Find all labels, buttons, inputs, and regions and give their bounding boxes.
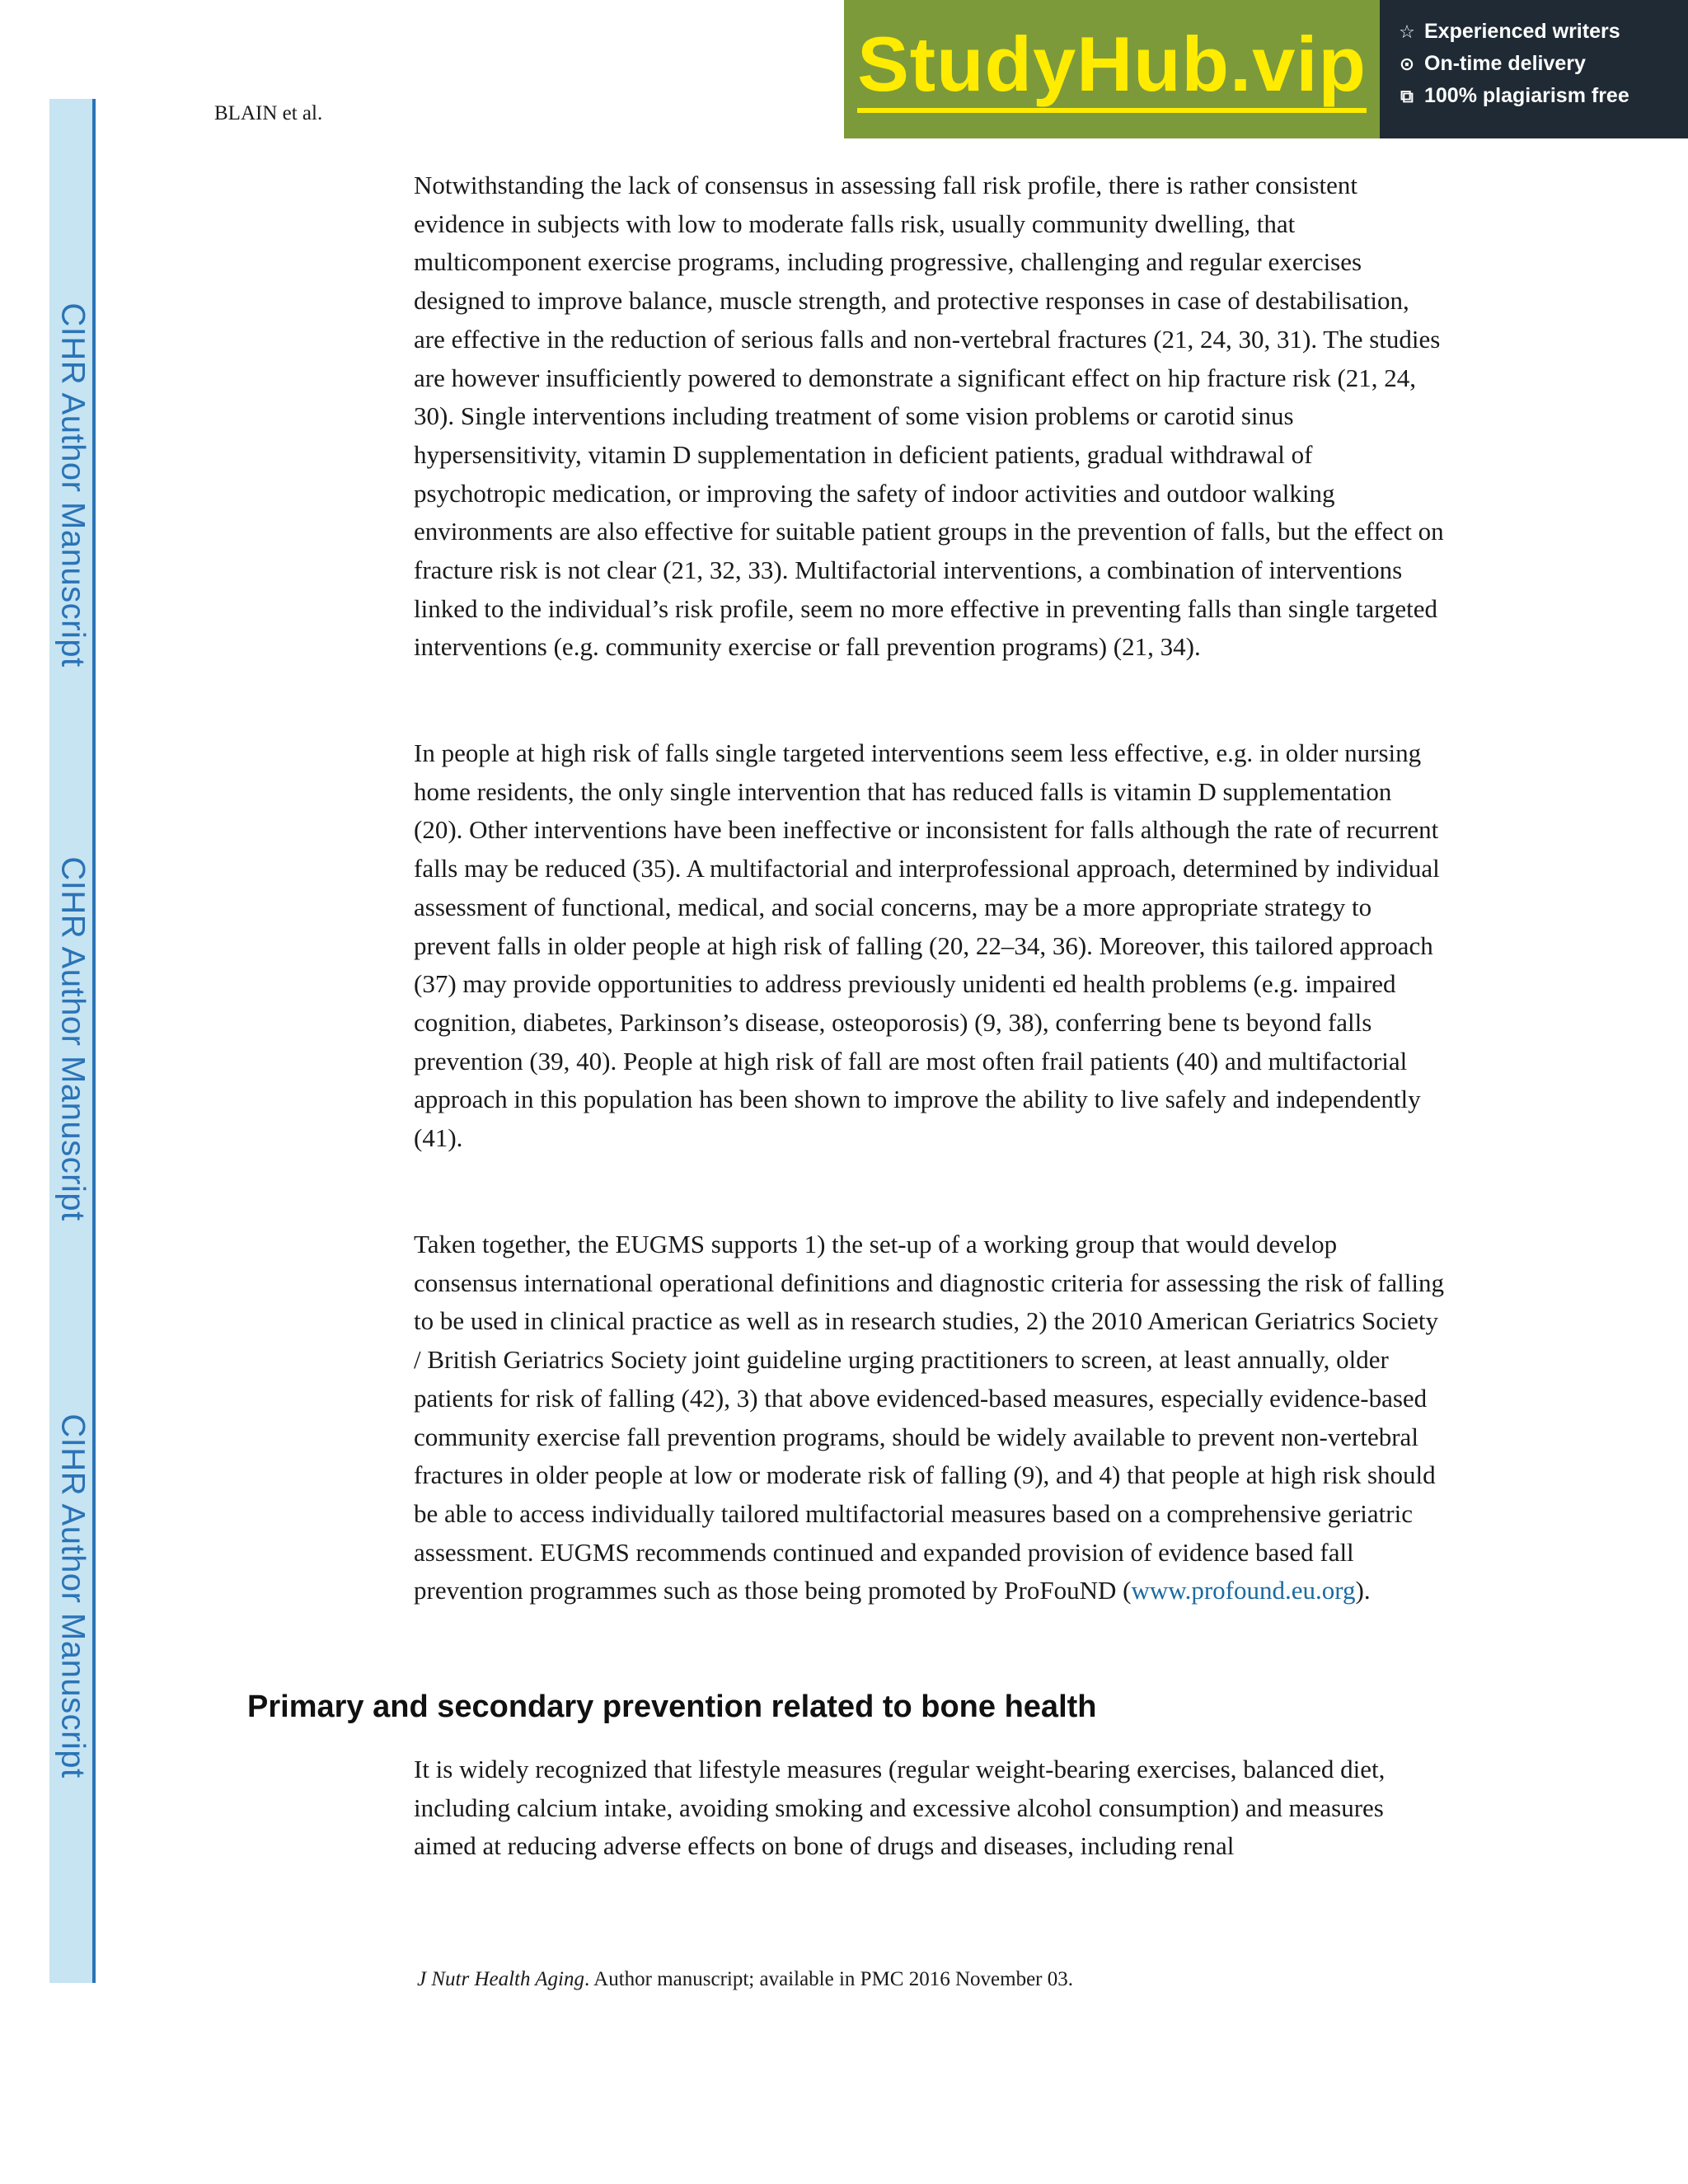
section-heading: Primary and secondary prevention related to bone health xyxy=(247,1690,1097,1724)
banner-brand[interactable] xyxy=(844,0,1380,138)
cihr-watermark-label: CIHR Author Manuscript xyxy=(54,302,91,668)
copy-document-icon: ⧉ xyxy=(1400,85,1414,106)
banner-features xyxy=(1380,0,1688,138)
ad-banner[interactable] xyxy=(844,0,1688,138)
clock-icon: ⊙ xyxy=(1399,53,1415,74)
feature-experienced-writers: ☆ Experienced writers xyxy=(1399,20,1620,43)
body-paragraph: Taken together, the EUGMS supports 1) the set-up of a working group that would develop consensus international operational definitions and diagnostic criteria for assessing the risk of falling to be used in clinical practice as well as in research studies, 2) the 2010 American Geriatrics Society / British Geriatrics Society joint guideline urging practitioners to screen, at least annually, older patients for risk of falling (42), 3) that above evidenced-based measures, especially evidence-based community exercise fall prevention programs, should be widely available to prevent non-vertebral fractures in older people at low or moderate risk of falling (9), and 4) that people at high risk should be able to access individually tailored multifactorial measures based on a comprehensive geriatric assessment. EUGMS recommends continued and expanded provision of evidence based fall prevention programmes such as those being promoted by ProFouND (www.profound.eu.org). xyxy=(414,1230,1445,1605)
brand-logo-text[interactable]: StudyHub.vip xyxy=(857,26,1367,113)
star-outline-icon: ☆ xyxy=(1399,21,1415,42)
cihr-watermark-label: CIHR Author Manuscript xyxy=(54,855,91,1221)
feature-on-time-delivery: ⊙ On-time delivery xyxy=(1399,52,1586,75)
feature-plagiarism-free: ⧉ 100% plagiarism free xyxy=(1398,84,1688,108)
journal-footer: J Nutr Health Aging. Author manuscript; available in PMC 2016 November 03. xyxy=(417,1968,1073,1990)
body-paragraph: Notwithstanding the lack of consensus in assessing fall risk profile, there is rather consistent evidence in subjects with low to moderate falls risk, usually community dwelling, that multicomponent exercise programs, including progressive, challenging and regular exercises designed to improve balance, muscle strength, and protective responses in case of destabilisation, are effective in the reduction of serious falls and non-vertebral fractures (21, 24, 30, 31). The studies are however insufficiently powered to demonstrate a significant effect on hip fracture risk (21, 24, 30). Single interventions including treatment of some vision problems or carotid sinus hypersensitivity, vitamin D supplementation in deficient patients, gradual withdrawal of psychotropic medication, or improving the safety of indoor activities and outdoor walking environments are also effective for suitable patient groups in the prevention of falls, but the effect on fracture risk is not clear (21, 32, 33). Multifactorial interventions, a combination of interventions linked to the individual’s risk profile, seem no more effective in preventing falls than single targeted interventions (e.g. community exercise or fall prevention programs) (21, 34). xyxy=(414,171,1444,662)
body-paragraph: In people at high risk of falls single targeted interventions seem less effective, e.g. in older nursing home residents, the only single intervention that has reduced falls is vitamin D supplementation (20). Other interventions have been ineffective or inconsistent for falls although the rate of recurrent falls may be reduced (35). A multifactorial and interprofessional approach, determined by individual assessment of functional, medical, and social concerns, may be a more appropriate strategy to prevent falls in older people at high risk of falling (20, 22–34, 36). Moreover, this tailored approach (37) may provide opportunities to address previously unidenti ed health problems (e.g. impaired cognition, diabetes, Parkinson’s disease, osteoporosis) (9, 38), conferring bene ts beyond falls prevention (39, 40). People at high risk of fall are most often frail patients (40) and multifactorial approach in this population has been shown to improve the ability to live safely and independently (41). xyxy=(414,738,1440,1153)
cihr-watermark-label: CIHR Author Manuscript xyxy=(54,1413,91,1779)
body-paragraph: It is widely recognized that lifestyle measures (regular weight-bearing exercises, balanced diet, including calcium intake, avoiding smoking and excessive alcohol consumption) and measures aimed at reducing adverse effects on bone of drugs and diseases, including renal xyxy=(414,1755,1386,1861)
running-head: BLAIN et al. xyxy=(214,102,323,124)
profound-link[interactable]: www.profound.eu.org xyxy=(1131,1576,1356,1605)
cihr-sidebar xyxy=(49,99,96,1983)
